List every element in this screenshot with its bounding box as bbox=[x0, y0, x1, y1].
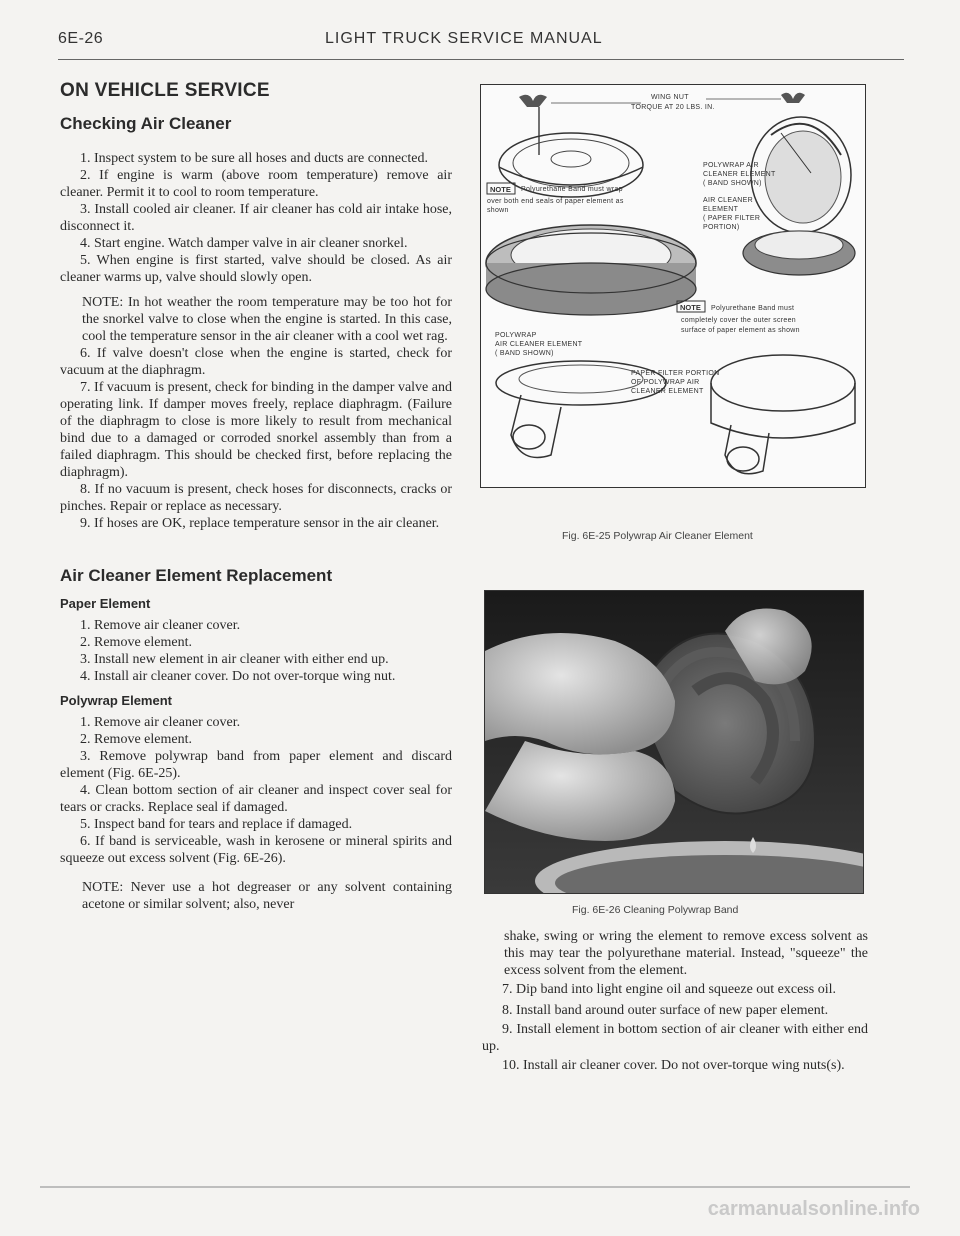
note-continuation: shake, swing or wring the element to remove excess solvent as this may tear the polyurethane material. Instead, "squeeze" the excess solvent from the element. bbox=[504, 929, 868, 978]
air-cleaner-diagram bbox=[481, 85, 865, 487]
step-text: 6. If band is serviceable, wash in kerosene or mineral spirits and squeeze out excess solvent (Fig. 6E-26). bbox=[60, 834, 452, 866]
figure-label: Polyurethane Band must bbox=[711, 305, 795, 312]
header-rule bbox=[58, 59, 904, 60]
figure-label: PAPER FILTER PORTION bbox=[631, 370, 720, 377]
step-text: 4. Install air cleaner cover. Do not over-torque wing nut. bbox=[80, 669, 396, 684]
paper-filter-element bbox=[743, 231, 855, 275]
step-text: 9. Install element in bottom section of air cleaner with either end up. bbox=[482, 1022, 868, 1054]
page-bottom-edge bbox=[40, 1186, 910, 1188]
figure-label: shown bbox=[487, 207, 509, 214]
left-column bbox=[60, 78, 452, 913]
step-text: 4. Clean bottom section of air cleaner and inspect cover seal for tears or cracks. Replace seal if damaged. bbox=[60, 783, 452, 815]
right-column-text bbox=[482, 928, 868, 1074]
figure-label: completely cover the outer screen bbox=[681, 317, 796, 324]
figure-caption: Fig. 6E-25 Polywrap Air Cleaner Element bbox=[562, 530, 753, 542]
figure-label: ( BAND SHOWN) bbox=[703, 180, 762, 187]
figure-label: Polyurethane Band must wrap bbox=[521, 186, 623, 193]
step-text: 4. Start engine. Watch damper valve in air cleaner snorkel. bbox=[80, 236, 408, 251]
step-text: 3. Install cooled air cleaner. If air cleaner has cold air intake hose, disconnect it. bbox=[60, 202, 452, 234]
wing-nut-icon bbox=[519, 95, 547, 155]
figure-cleaning-photo bbox=[484, 590, 864, 894]
cleaning-photo bbox=[485, 591, 863, 893]
figure-label: ELEMENT bbox=[703, 206, 739, 213]
subsection-title: Checking Air Cleaner bbox=[60, 114, 232, 133]
figure-label: CLEANER ELEMENT bbox=[631, 388, 704, 395]
note-text: NOTE: In hot weather the room temperature may be too hot for the snorkel valve to close when the engine is started. In this case, cool the temperature sensor in the air cleaner with a cool wet rag. bbox=[82, 295, 452, 344]
figure-label: OF POLYWRAP AIR bbox=[631, 379, 700, 386]
torque-label: TORQUE AT 20 LBS. IN. bbox=[631, 104, 715, 111]
step-text: 3. Install new element in air cleaner with either end up. bbox=[80, 652, 389, 667]
step-text: 7. Dip band into light engine oil and squeeze out excess oil. bbox=[502, 982, 836, 997]
step-text: 8. Install band around outer surface of new paper element. bbox=[502, 1003, 829, 1018]
step-text: 1. Remove air cleaner cover. bbox=[80, 715, 241, 730]
air-cleaner-housing-right bbox=[711, 355, 855, 474]
figure-label: ( PAPER FILTER bbox=[703, 215, 761, 222]
step-text: 6. If valve doesn't close when the engine is started, check for vacuum at the diaphragm. bbox=[60, 346, 452, 378]
step-text: 3. Remove polywrap band from paper element and discard element (Fig. 6E-25). bbox=[60, 749, 452, 781]
section-title: ON VEHICLE SERVICE bbox=[60, 80, 270, 101]
figure-label: POLYWRAP AIR bbox=[703, 162, 759, 169]
figure-label: CLEANER ELEMENT bbox=[703, 171, 776, 178]
figure-label: AIR CLEANER bbox=[703, 197, 753, 204]
step-text: 7. If vacuum is present, check for binding in the damper valve and operating link. If damper moves freely, replace diaphragm. (Failure of the diaphragm to close is more likely to result from mechanical bind due to a damaged or corroded snorkel assembly than from a failed diaphragm. This should be checked first, before replacing the diaphragm). bbox=[60, 380, 452, 480]
figure-air-cleaner-diagram bbox=[480, 84, 866, 488]
watermark: carmanualsonline.info bbox=[707, 1198, 920, 1220]
note-text: NOTE: Never use a hot degreaser or any solvent containing acetone or similar solvent; also, never bbox=[82, 880, 452, 912]
minor-heading: Polywrap Element bbox=[60, 693, 172, 708]
figure-label: surface of paper element as shown bbox=[681, 327, 800, 334]
note-label: NOTE bbox=[490, 185, 511, 194]
figure-caption: Fig. 6E-26 Cleaning Polywrap Band bbox=[572, 904, 739, 916]
step-text: 1. Remove air cleaner cover. bbox=[80, 618, 241, 633]
figure-label: over both end seals of paper element as bbox=[487, 198, 624, 205]
step-text: 2. If engine is warm (above room temperature) remove air cleaner. Permit it to cool to room temperature. bbox=[60, 168, 452, 200]
note-label: NOTE bbox=[680, 303, 701, 312]
paper-element-ring bbox=[486, 225, 696, 315]
step-text: 5. Inspect band for tears and replace if damaged. bbox=[80, 817, 353, 832]
manual-title: LIGHT TRUCK SERVICE MANUAL bbox=[325, 30, 603, 47]
figure-label: PORTION) bbox=[703, 224, 740, 231]
step-text: 2. Remove element. bbox=[80, 732, 192, 747]
wing-nut-label: WING NUT bbox=[651, 94, 689, 101]
minor-heading: Paper Element bbox=[60, 596, 151, 611]
step-text: 9. If hoses are OK, replace temperature sensor in the air cleaner. bbox=[80, 516, 440, 531]
step-text: 5. When engine is first started, valve should be closed. As air cleaner warms up, valve should slowly open. bbox=[60, 253, 452, 285]
page-number: 6E-26 bbox=[58, 30, 104, 47]
step-text: 1. Inspect system to be sure all hoses and ducts are connected. bbox=[80, 151, 428, 166]
step-text: 10. Install air cleaner cover. Do not over-torque wing nuts(s). bbox=[502, 1058, 845, 1073]
subsection-title: Air Cleaner Element Replacement bbox=[60, 566, 333, 585]
step-text: 2. Remove element. bbox=[80, 635, 192, 650]
step-text: 8. If no vacuum is present, check hoses for disconnects, cracks or pinches. Repair or replace as necessary. bbox=[60, 482, 452, 514]
figure-label: AIR CLEANER ELEMENT bbox=[495, 341, 583, 348]
figure-label: ( BAND SHOWN) bbox=[495, 350, 554, 357]
figure-label: POLYWRAP bbox=[495, 332, 537, 339]
